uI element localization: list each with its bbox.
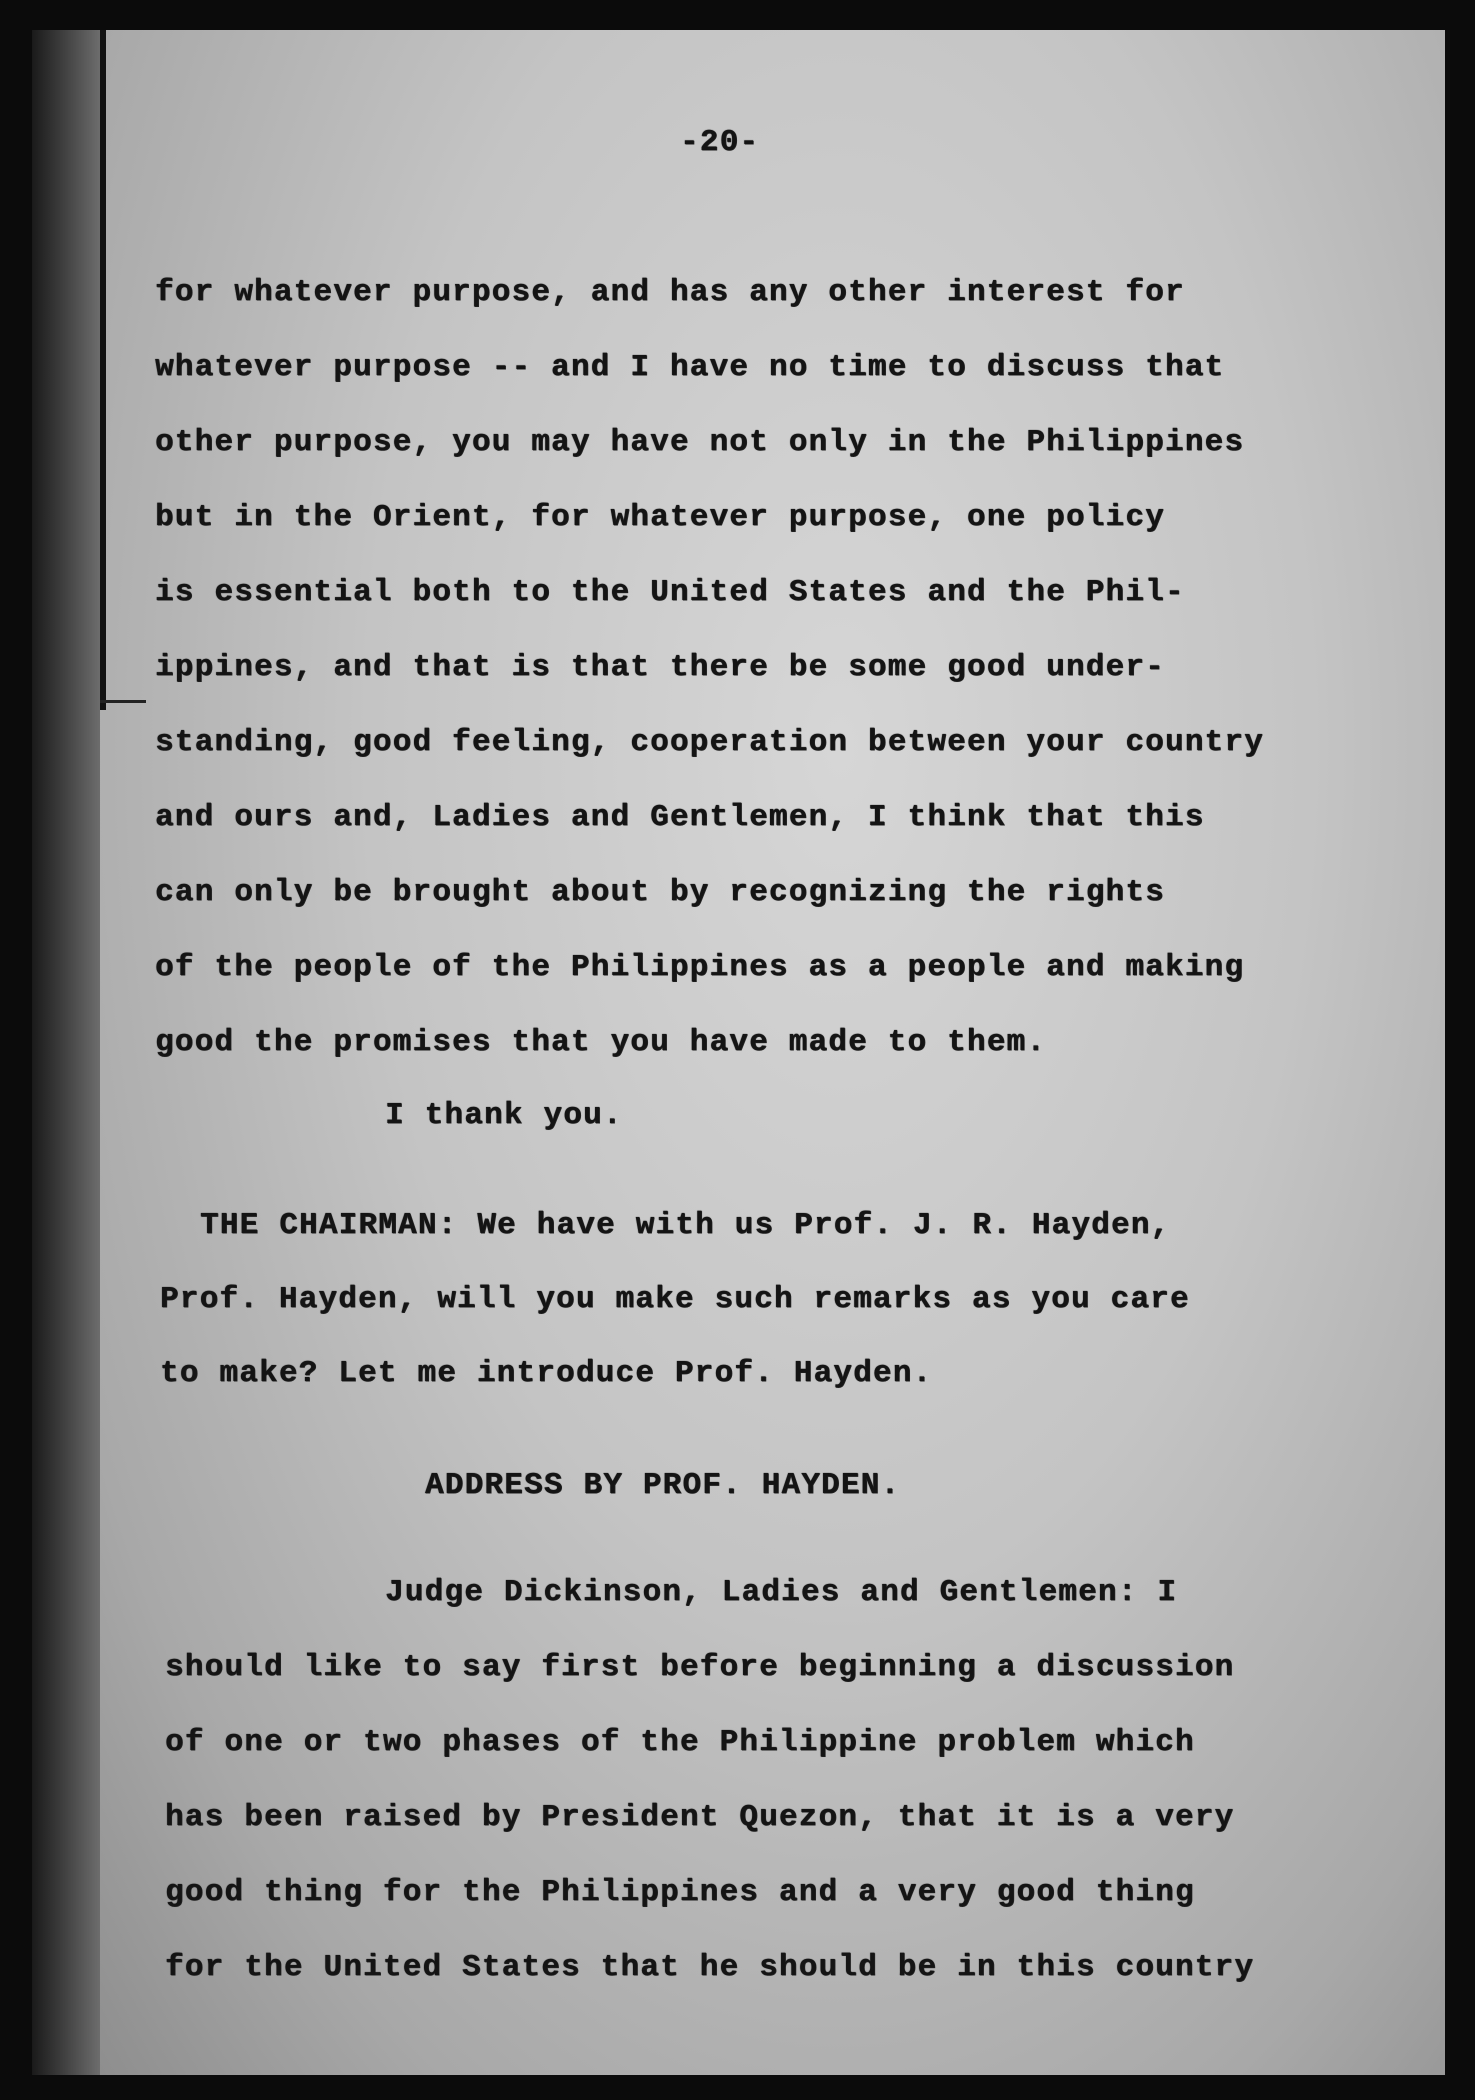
text-line-2: whatever purpose -- and I have no time to discuss that: [155, 350, 1225, 385]
text-line-6: ippines, and that is that there be some good under-: [155, 650, 1165, 685]
chairman-line-1: THE CHAIRMAN: We have with us Prof. J. R. Hayden,: [200, 1208, 1171, 1243]
text-line-1: for whatever purpose, and has any other interest for: [155, 275, 1185, 310]
text-line-3: other purpose, you may have not only in the Philippines: [155, 425, 1245, 460]
chairman-line-2: Prof. Hayden, will you make such remarks as you care: [160, 1282, 1190, 1317]
address-line-1: Judge Dickinson, Ladies and Gentlemen: I: [385, 1575, 1178, 1610]
margin-rule: [100, 30, 106, 710]
text-line-5: is essential both to the United States and the Phil-: [155, 575, 1185, 610]
address-line-2: should like to say first before beginning a discussion: [165, 1650, 1235, 1685]
address-line-5: good thing for the Philippines and a very good thing: [165, 1875, 1195, 1910]
page-number: -20-: [680, 125, 760, 160]
text-line-11: good the promises that you have made to them.: [155, 1025, 1047, 1060]
margin-tick: [100, 700, 146, 703]
address-line-6: for the United States that he should be in this country: [165, 1950, 1255, 1985]
binding-shadow: [32, 30, 100, 2075]
text-line-4: but in the Orient, for whatever purpose, one policy: [155, 500, 1165, 535]
section-heading: ADDRESS BY PROF. HAYDEN.: [425, 1468, 901, 1503]
chairman-line-3: to make? Let me introduce Prof. Hayden.: [160, 1356, 933, 1391]
address-line-4: has been raised by President Quezon, that it is a very: [165, 1800, 1235, 1835]
address-line-3: of one or two phases of the Philippine problem which: [165, 1725, 1195, 1760]
text-line-10: of the people of the Philippines as a people and making: [155, 950, 1245, 985]
text-line-9: can only be brought about by recognizing the rights: [155, 875, 1165, 910]
text-line-7: standing, good feeling, cooperation between your country: [155, 725, 1264, 760]
text-line-8: and ours and, Ladies and Gentlemen, I think that this: [155, 800, 1205, 835]
closing-line: I thank you.: [385, 1098, 623, 1133]
